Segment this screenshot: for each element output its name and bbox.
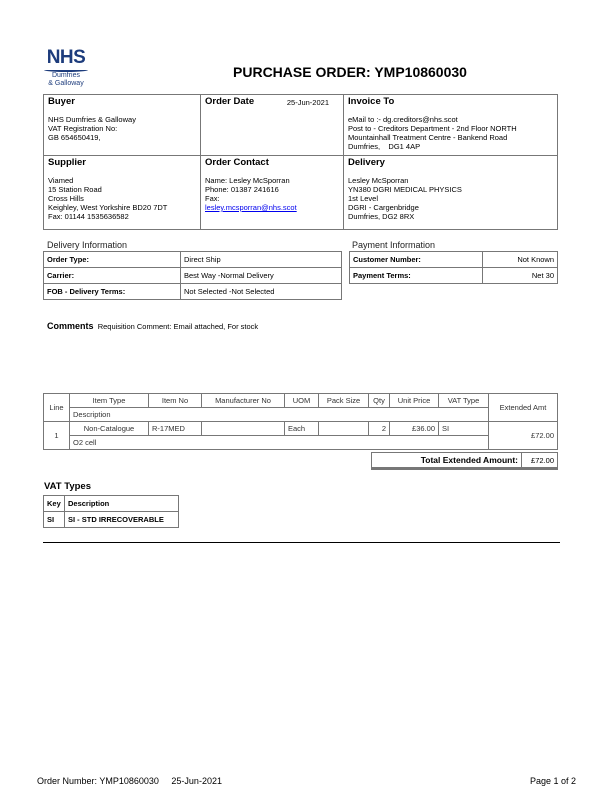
table-row <box>44 422 558 436</box>
buyer-line: VAT Registration No: <box>48 124 118 133</box>
item-extended-amt: £72.00 <box>489 422 558 450</box>
col-unit-price: Unit Price <box>390 394 439 408</box>
footer-order-info <box>37 776 222 786</box>
buyer-line: GB 654650419, <box>48 133 101 142</box>
vat-description: SI - STD IRRECOVERABLE <box>65 512 179 528</box>
item-qty: 2 <box>369 422 390 436</box>
item-type: Non-Catalogue <box>70 422 149 436</box>
payment-info-heading: Payment Information <box>352 240 436 250</box>
buyer-line: NHS Dumfries & Galloway <box>48 115 136 124</box>
buyer-heading: Buyer <box>48 96 75 107</box>
fob-label: FOB - Delivery Terms: <box>44 284 181 300</box>
table-row <box>44 268 342 284</box>
contact-phone: Phone: 01387 241616 <box>205 185 279 194</box>
supplier-line: Keighley, West Yorkshire BD20 7DT <box>48 203 168 212</box>
invoice-line: Post to - Creditors Department - 2nd Floor NORTH <box>348 124 517 133</box>
item-vat-type: SI <box>439 422 489 436</box>
order-type-label: Order Type: <box>44 252 181 268</box>
delivery-heading: Delivery <box>348 157 385 168</box>
table-row <box>44 284 342 300</box>
col-item-no: Item No <box>149 394 202 408</box>
contact-name: Name: Lesley McSporran <box>205 176 290 185</box>
payment-terms-value: Net 30 <box>483 268 558 284</box>
total-row <box>372 453 558 469</box>
invoice-line: Dumfries, DG1 4AP <box>348 142 421 151</box>
item-uom: Each <box>285 422 319 436</box>
item-no: R-17MED <box>149 422 202 436</box>
table-row <box>44 512 179 528</box>
col-extended-amt: Extended Amt <box>489 394 558 422</box>
supplier-line: Cross Hills <box>48 194 84 203</box>
delivery-line: YN380 DGRI MEDICAL PHYSICS <box>348 185 462 194</box>
total-label: Total Extended Amount: <box>372 453 522 469</box>
logo-text: NHS <box>46 47 86 68</box>
footer-date: 25-Jun-2021 <box>171 776 222 786</box>
total-value: £72.00 <box>522 453 558 469</box>
logo-line1: Dumfries <box>51 72 80 79</box>
col-manufacturer-no: Manufacturer No <box>202 394 285 408</box>
carrier-label: Carrier: <box>44 268 181 284</box>
col-qty: Qty <box>369 394 390 408</box>
item-unit-price: £36.00 <box>390 422 439 436</box>
item-pack-size <box>319 422 369 436</box>
nhs-logo <box>38 48 94 88</box>
supplier-line: 15 Station Road <box>48 185 102 194</box>
page-title: PURCHASE ORDER: YMP10860030 <box>233 64 467 80</box>
comments <box>47 321 258 331</box>
order-date-label: Order Date <box>205 96 255 107</box>
supplier-line: Fax: 01144 1535636582 <box>48 212 129 221</box>
invoice-to-heading: Invoice To <box>348 96 395 107</box>
divider <box>43 542 560 543</box>
contact-email-link[interactable]: lesley.mcsporran@nhs.scot <box>205 203 297 212</box>
col-description: Description <box>65 496 179 512</box>
delivery-line: Lesley McSporran <box>348 176 409 185</box>
total-box <box>371 452 558 470</box>
order-date-section <box>200 94 344 156</box>
col-pack-size: Pack Size <box>319 394 369 408</box>
payment-terms-label: Payment Terms: <box>350 268 483 284</box>
delivery-info-heading: Delivery Information <box>47 240 128 250</box>
header-row <box>44 394 558 408</box>
fob-value: Not Selected -Not Selected <box>181 284 342 300</box>
item-description: O2 cell <box>70 436 489 450</box>
supplier-heading: Supplier <box>48 157 87 168</box>
vat-types-heading: VAT Types <box>44 481 91 492</box>
table-row <box>44 252 342 268</box>
header-row <box>44 408 558 422</box>
col-description: Description <box>70 408 489 422</box>
carrier-value: Best Way -Normal Delivery <box>181 268 342 284</box>
delivery-info-table <box>43 251 342 300</box>
col-uom: UOM <box>285 394 319 408</box>
invoice-to-section <box>343 94 558 156</box>
invoice-line: eMail to :- dg.creditors@nhs.scot <box>348 115 458 124</box>
payment-info-table <box>349 251 558 284</box>
col-line: Line <box>44 394 70 422</box>
delivery-line: DGRI - Cargenbridge <box>348 203 419 212</box>
order-type-value: Direct Ship <box>181 252 342 268</box>
delivery-line: 1st Level <box>348 194 379 203</box>
table-row <box>350 252 558 268</box>
supplier-line: Viamed <box>48 176 74 185</box>
supplier-section <box>43 155 201 230</box>
order-lines-table <box>43 393 558 450</box>
comments-label: Comments <box>47 321 94 331</box>
header-row <box>44 496 179 512</box>
delivery-section <box>343 155 558 230</box>
order-date-value: 25-Jun-2021 <box>286 98 329 107</box>
footer-order-number: Order Number: YMP10860030 <box>37 776 159 786</box>
comments-text: Requisition Comment: Email attached, For stock <box>97 322 259 331</box>
customer-number-label: Customer Number: <box>350 252 483 268</box>
vat-key: SI <box>44 512 65 528</box>
logo-line2: & Galloway <box>48 80 84 87</box>
item-manufacturer-no <box>202 422 285 436</box>
col-vat-type: VAT Type <box>439 394 489 408</box>
col-key: Key <box>44 496 65 512</box>
customer-number-value: Not Known <box>483 252 558 268</box>
footer-page-number: Page 1 of 2 <box>529 776 576 786</box>
contact-fax: Fax: <box>205 194 220 203</box>
delivery-line: Dumfries, DG2 8RX <box>348 212 415 221</box>
order-contact-heading: Order Contact <box>205 157 269 168</box>
item-line: 1 <box>44 422 70 450</box>
buyer-section <box>43 94 201 156</box>
col-item-type: Item Type <box>70 394 149 408</box>
table-row <box>44 436 558 450</box>
table-row <box>350 268 558 284</box>
order-contact-section <box>200 155 344 230</box>
vat-types-table <box>43 495 179 528</box>
invoice-line: Mountainhall Treatment Centre - Bankend Road <box>348 133 508 142</box>
